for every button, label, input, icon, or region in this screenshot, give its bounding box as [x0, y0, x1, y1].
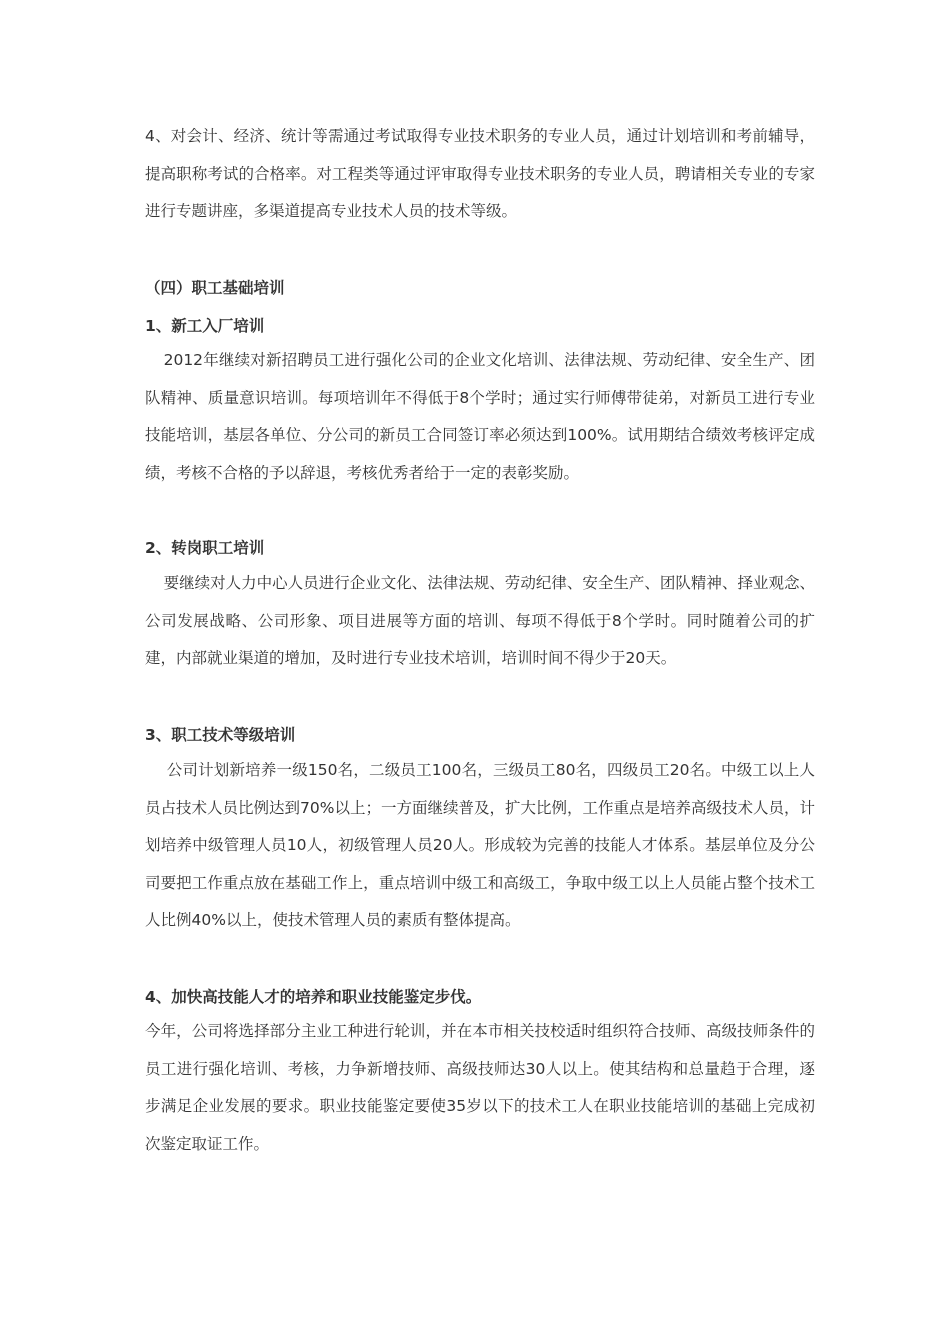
- item-3-heading-block: [145, 725, 815, 745]
- item-4-heading: 4、加快高技能人才的培养和职业技能鉴定步伐。: [145, 988, 482, 1006]
- qualification-paragraph: 4、对会计、经济、统计等需通过考试取得专业技术职务的专业人员，通过计划培训和考前辅导，提高职称考试的合格率。对工程类等通过评审取得专业技术职务的专业人员，聘请相关专业的专家进行专题讲座，多渠道提高专业技术人员的技术等级。: [145, 127, 815, 220]
- item-2-body-block: [145, 565, 815, 678]
- item-1-body-block: [145, 342, 815, 492]
- item-2-heading: 2、转岗职工培训: [145, 539, 265, 557]
- item-1-body: 2012年继续对新招聘员工进行强化公司的企业文化培训、法律法规、劳动纪律、安全生产、团队精神、质量意识培训。每项培训年不得低于8个学时；通过实行师傅带徒弟，对新员工进行专业技能培训，基层各单位、分公司的新员工合同签订率必须达到100%。试用期结合绩效考核评定成绩，考核不合格的予以辞退，考核优秀者给于一定的表彰奖励。: [145, 351, 815, 482]
- item-2-heading-block: [145, 538, 815, 558]
- item-3-body-block: [145, 752, 815, 940]
- section-heading: （四）职工基础培训: [145, 279, 285, 297]
- item-1-heading: 1、新工入厂培训: [145, 317, 265, 335]
- qualification-paragraph-block: [145, 118, 815, 231]
- section-heading-block: [145, 278, 815, 298]
- item-4-heading-block: [145, 987, 815, 1007]
- item-4-body: 今年，公司将选择部分主业工种进行轮训，并在本市相关技校适时组织符合技师、高级技师条件的员工进行强化培训、考核，力争新增技师、高级技师达30人以上。使其结构和总量趋于合理，逐步满足企业发展的要求。职业技能鉴定要使35岁以下的技术工人在职业技能培训的基础上完成初次鉴定取证工作。: [145, 1022, 815, 1153]
- item-4-body-block: [145, 1013, 815, 1163]
- item-3-body: 公司计划新培养一级150名，二级员工100名，三级员工80名，四级员工20名。中级工以上人员占技术人员比例达到70%以上；一方面继续普及，扩大比例，工作重点是培养高级技术人员，计划培养中级管理人员10人，初级管理人员20人。形成较为完善的技能人才体系。基层单位及分公司要把工作重点放在基础工作上，重点培训中级工和高级工，争取中级工以上人员能占整个技术工人比例40%以上，使技术管理人员的素质有整体提高。: [145, 761, 815, 929]
- item-1-heading-block: [145, 316, 815, 336]
- item-3-heading: 3、职工技术等级培训: [145, 726, 296, 744]
- item-2-body: 要继续对人力中心人员进行企业文化、法律法规、劳动纪律、安全生产、团队精神、择业观念、公司发展战略、公司形象、项目进展等方面的培训、每项不得低于8个学时。同时随着公司的扩建，内部就业渠道的增加，及时进行专业技术培训，培训时间不得少于20天。: [145, 574, 815, 667]
